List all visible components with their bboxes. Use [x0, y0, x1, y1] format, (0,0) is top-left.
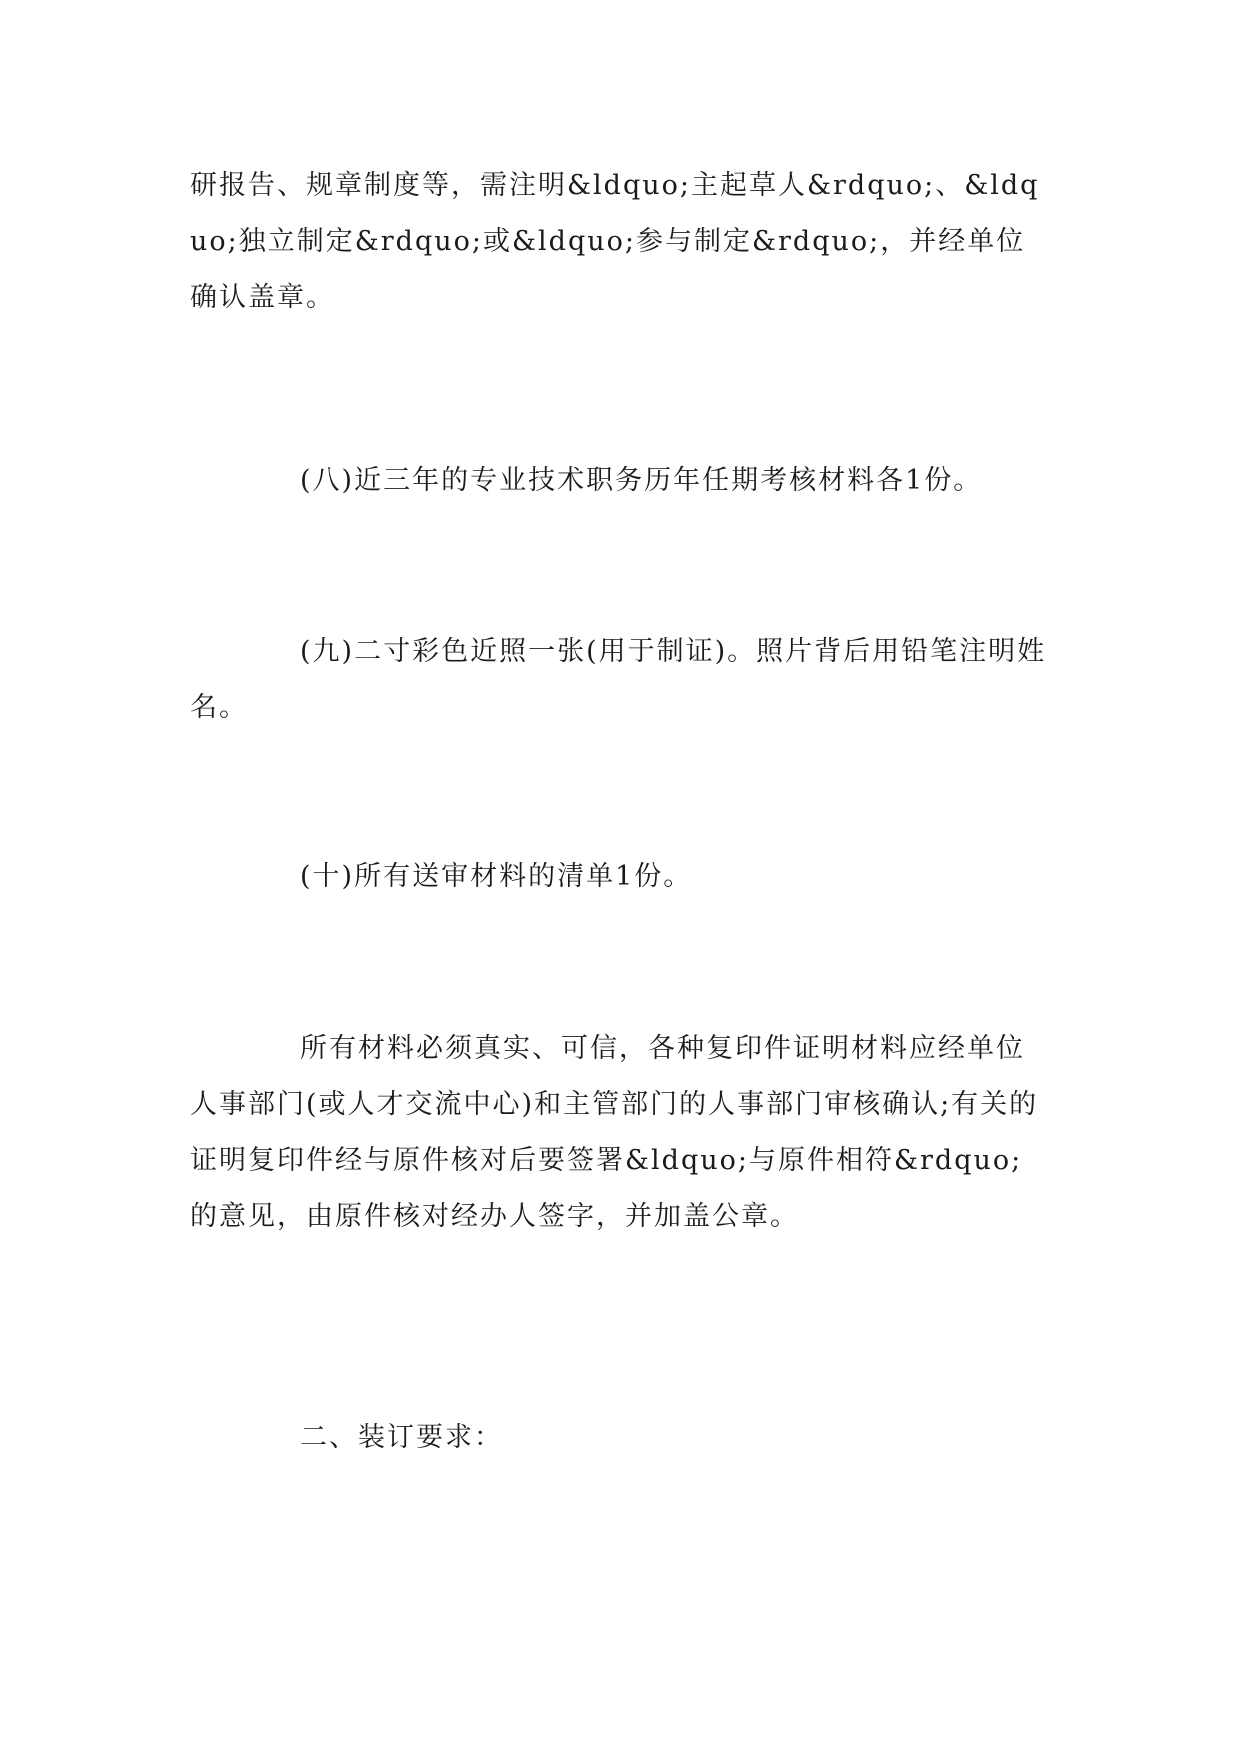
paragraph-material-requirements: 所有材料必须真实、可信，各种复印件证明材料应经单位人事部门(或人才交流中心)和主管部门的人事部门审核确认;有关的证明复印件经与原件核对后要签署&ldquo;与原件相符&rdquo;的意见，由原件核对经办人签字，并加盖公章。 [190, 1033, 1039, 1232]
paragraph-continuation: 研报告、规章制度等，需注明&ldquo;主起草人&rdquo;、&ldquo;独立制定&rdquo;或&ldquo;参与制定&rdquo;，并经单位确认盖章。 [190, 170, 1040, 313]
paragraph-item-8: (八)近三年的专业技术职务历年任期考核材料各1份。 [300, 465, 983, 496]
paragraph-item-10: (十)所有送审材料的清单1份。 [300, 861, 693, 892]
paragraph-item-9: (九)二寸彩色近照一张(用于制证)。照片背后用铅笔注明姓名。 [190, 636, 1047, 723]
section-heading-binding: 二、装订要求： [300, 1422, 503, 1453]
